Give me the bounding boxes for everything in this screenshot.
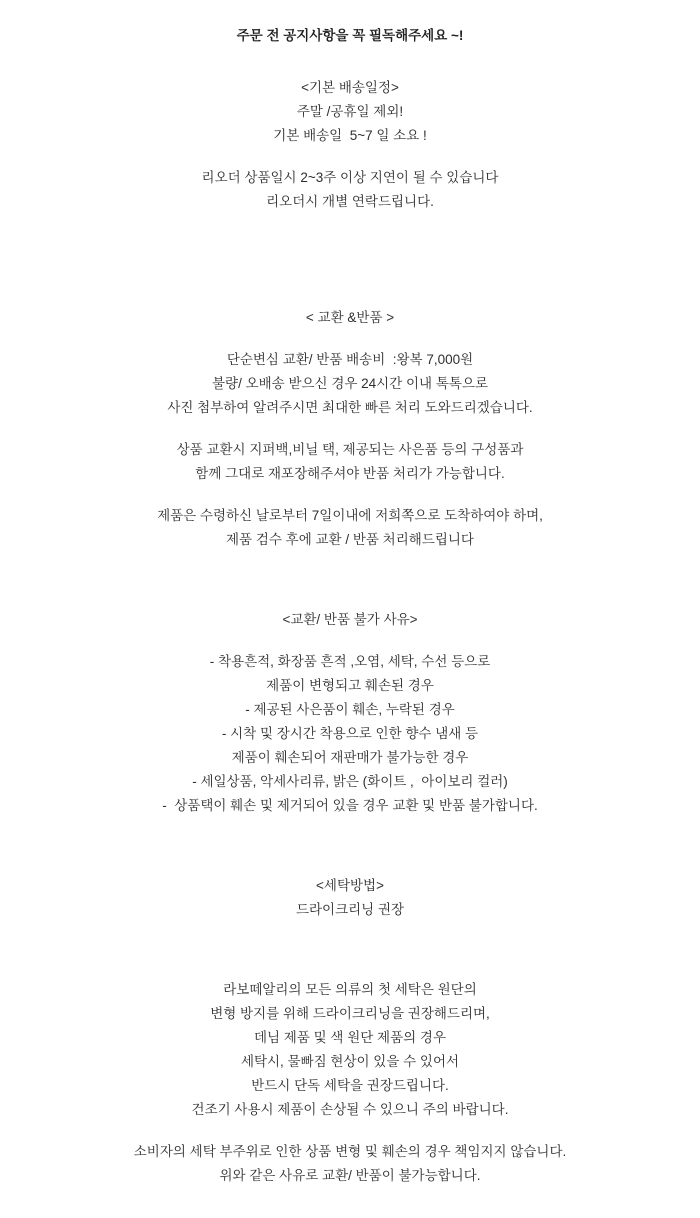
- not-allowed-heading: <교환/ 반품 불가 사유>: [282, 612, 418, 627]
- section-exchange-return: [30, 306, 670, 552]
- spacer: [30, 214, 670, 288]
- reorder-line-2: 리오더시 개별 연락드립니다.: [266, 194, 434, 209]
- spacer: [30, 1122, 670, 1140]
- reorder-line-1: 리오더 상품일시 2~3주 이상 지연이 될 수 있습니다: [201, 170, 499, 185]
- shipping-line-2: 기본 배송일 5~7 일 소요 !: [273, 128, 427, 143]
- notice-title: 주문 전 공지사항을 꼭 필독해주세요 ~!: [236, 28, 464, 43]
- not-allowed-line-2: 제품이 변형되고 훼손된 경우: [266, 678, 434, 693]
- washing-p1-line-5: 반드시 단독 세탁을 권장드립니다.: [251, 1078, 449, 1093]
- washing-subline: 드라이크리닝 권장: [295, 902, 405, 917]
- washing-p1-line-2: 변형 방지를 위해 드라이크리닝을 권장해드리며,: [210, 1006, 490, 1021]
- section-washing: [30, 874, 670, 1188]
- spacer: [30, 420, 670, 438]
- shipping-heading: <기본 배송일정>: [301, 80, 399, 95]
- section-not-allowed: [30, 608, 670, 818]
- exchange-p3-line-2: 제품 검수 후에 교환 / 반품 처리해드립니다: [226, 532, 474, 547]
- not-allowed-line-1: - 착용흔적, 화장품 흔적 ,오염, 세탁, 수선 등으로: [209, 654, 491, 669]
- spacer: [30, 552, 670, 608]
- exchange-p2-line-2: 함께 그대로 재포장해주셔야 반품 처리가 가능합니다.: [195, 466, 505, 481]
- not-allowed-line-7: - 상품택이 훼손 및 제거되어 있을 경우 교환 및 반품 불가합니다.: [162, 798, 538, 813]
- washing-p2-line-2: 위와 같은 사유로 교환/ 반품이 불가능합니다.: [219, 1168, 481, 1183]
- washing-p1-line-3: 데님 제품 및 색 원단 제품의 경우: [253, 1030, 447, 1045]
- exchange-p1-line-3: 사진 첨부하여 알려주시면 최대한 빠른 처리 도와드리겠습니다.: [167, 400, 533, 415]
- exchange-p2-line-1: 상품 교환시 지퍼백,비닐 택, 제공되는 사은품 등의 구성품과: [176, 442, 524, 457]
- not-allowed-line-4: - 시착 및 장시간 착용으로 인한 향수 냄새 등: [221, 726, 479, 741]
- washing-heading: <세탁방법>: [316, 878, 384, 893]
- notice-header: [30, 24, 670, 48]
- spacer: [30, 330, 670, 348]
- washing-p1-line-1: 라보떼알리의 모든 의류의 첫 세탁은 원단의: [223, 982, 477, 997]
- washing-p1-line-4: 세탁시, 물빠짐 현상이 있을 수 있어서: [240, 1054, 460, 1069]
- not-allowed-line-6: - 세일상품, 악세사리류, 밝은 (화이트 , 아이보리 컬러): [192, 774, 508, 789]
- exchange-heading: < 교환 &반품 >: [305, 310, 395, 325]
- spacer: [30, 818, 670, 874]
- not-allowed-line-5: 제품이 훼손되어 재판매가 불가능한 경우: [231, 750, 469, 765]
- washing-p1-line-6: 건조기 사용시 제품이 손상될 수 있으니 주의 바랍니다.: [191, 1102, 509, 1117]
- washing-p2-line-1: 소비자의 세탁 부주위로 인한 상품 변형 및 훼손의 경우 책임지지 않습니다.: [133, 1144, 567, 1159]
- spacer: [30, 288, 670, 306]
- section-shipping: [30, 76, 670, 214]
- exchange-p1-line-2: 불량/ 오배송 받으신 경우 24시간 이내 톡톡으로: [211, 376, 488, 391]
- spacer: [30, 148, 670, 166]
- spacer: [30, 486, 670, 504]
- spacer: [30, 632, 670, 650]
- not-allowed-line-3: - 제공된 사은품이 훼손, 누락된 경우: [245, 702, 455, 717]
- shipping-line-1: 주말 /공휴일 제외!: [296, 104, 404, 119]
- exchange-p3-line-1: 제품은 수령하신 날로부터 7일이내에 저희쪽으로 도착하여야 하며,: [157, 508, 543, 523]
- spacer: [30, 922, 670, 978]
- spacer: [30, 48, 670, 76]
- exchange-p1-line-1: 단순변심 교환/ 반품 배송비 :왕복 7,000원: [226, 352, 474, 367]
